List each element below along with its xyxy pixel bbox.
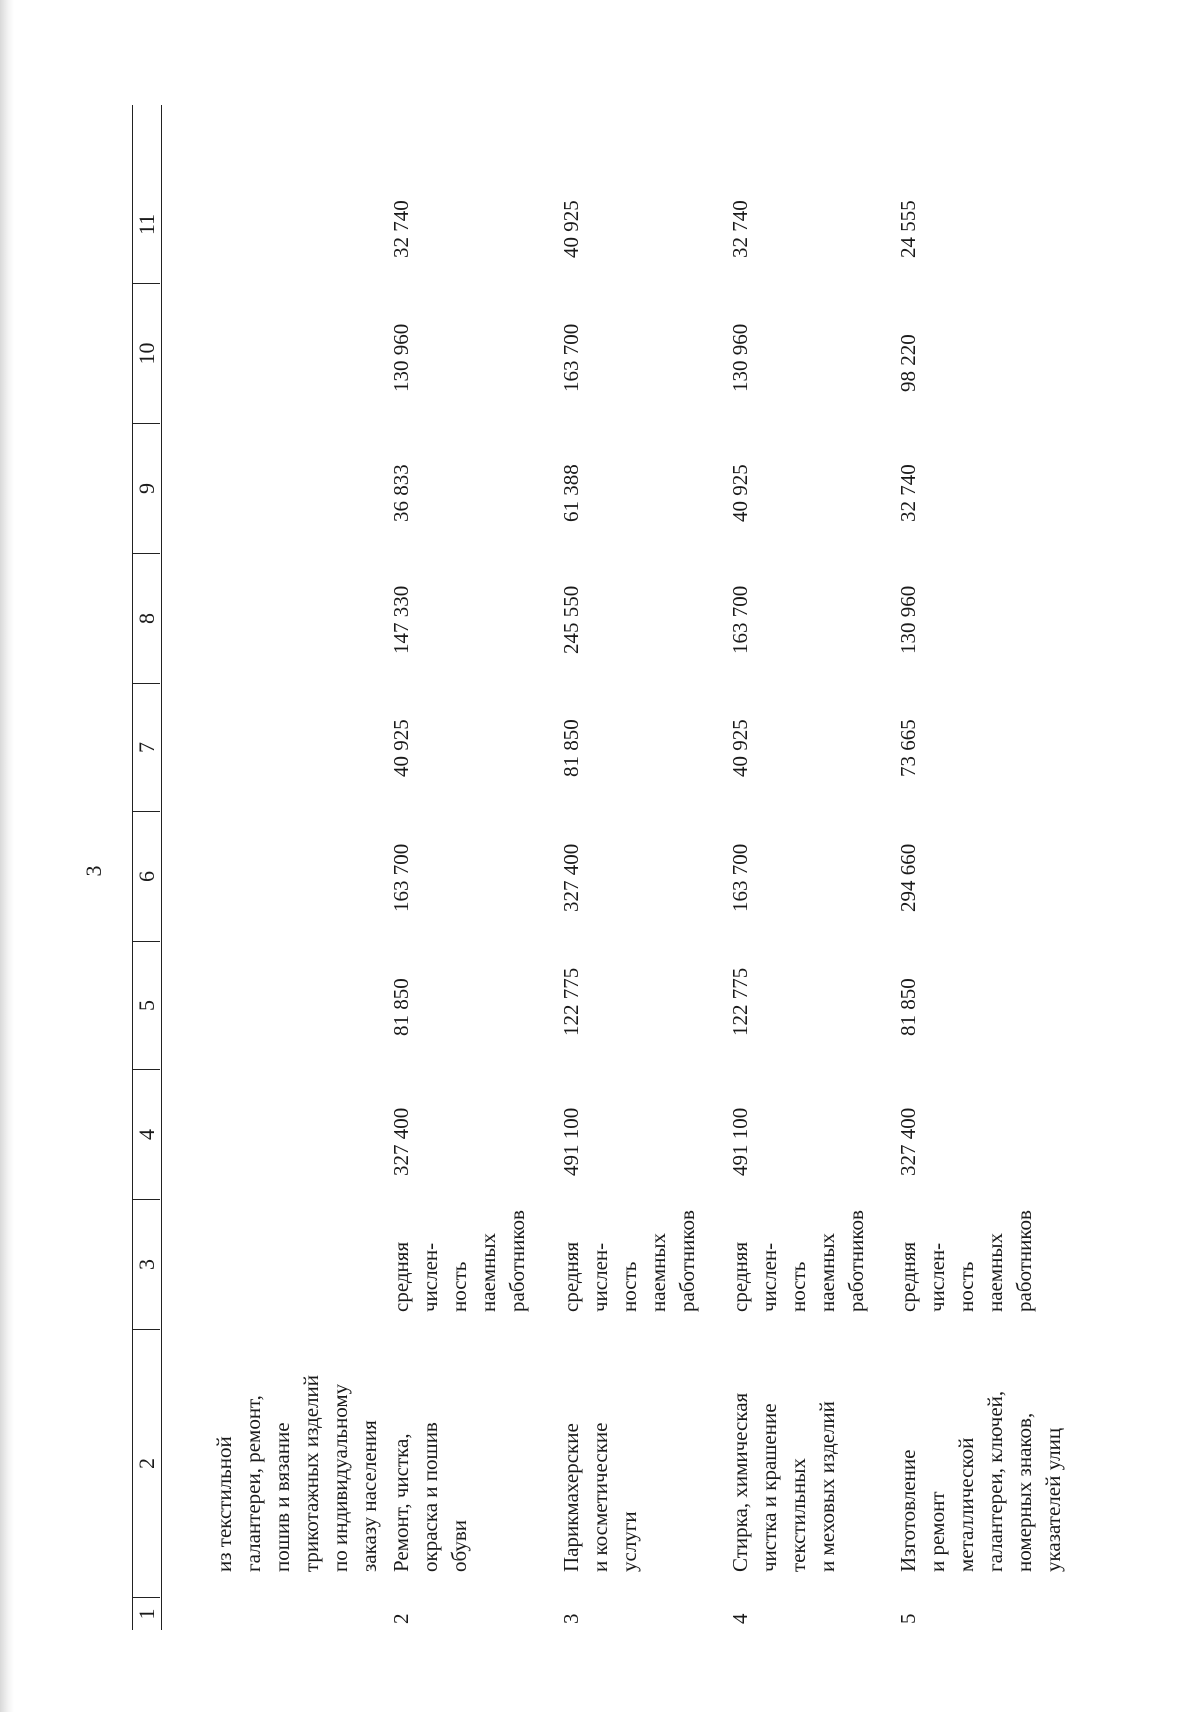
value-col-7: 73 665 xyxy=(896,719,920,777)
value-col-5: 122 775 xyxy=(559,967,583,1036)
value-col-9: 36 833 xyxy=(389,464,413,522)
indicator: средняя числен- ность наемных работников xyxy=(896,1210,1036,1312)
row-number: 4 xyxy=(728,1613,752,1624)
value-col-5: 81 850 xyxy=(896,978,920,1036)
value-col-10: 98 220 xyxy=(896,334,920,392)
indicator: средняя числен- ность наемных работников xyxy=(728,1210,868,1312)
value-col-4: 327 400 xyxy=(389,1107,413,1176)
scan-edge xyxy=(0,0,14,1712)
table-header xyxy=(132,105,162,1630)
value-col-5: 122 775 xyxy=(728,967,752,1036)
value-col-4: 327 400 xyxy=(896,1107,920,1176)
value-col-6: 327 400 xyxy=(559,843,583,912)
value-col-8: 130 960 xyxy=(896,585,920,654)
value-col-11: 40 925 xyxy=(559,200,583,258)
value-col-5: 81 850 xyxy=(389,978,413,1036)
header-col-8: 8 xyxy=(133,554,160,684)
value-col-9: 61 388 xyxy=(559,464,583,522)
value-col-9: 40 925 xyxy=(728,464,752,522)
value-col-10: 163 700 xyxy=(559,323,583,392)
header-col-9: 9 xyxy=(133,424,160,554)
row-number: 3 xyxy=(559,1613,583,1624)
value-col-9: 32 740 xyxy=(896,464,920,522)
value-col-6: 163 700 xyxy=(728,843,752,912)
header-col-5: 5 xyxy=(133,942,160,1070)
value-col-8: 163 700 xyxy=(728,585,752,654)
value-col-8: 147 330 xyxy=(389,585,413,654)
row-number: 2 xyxy=(389,1613,413,1624)
value-col-11: 32 740 xyxy=(728,200,752,258)
row-number: 5 xyxy=(896,1613,920,1624)
rotated-table xyxy=(132,105,1172,1630)
activity-name: Парикмахерские и косметические услуги xyxy=(559,1422,641,1572)
value-col-7: 40 925 xyxy=(389,719,413,777)
value-col-6: 163 700 xyxy=(389,843,413,912)
header-col-2: 2 xyxy=(133,1330,160,1598)
value-col-10: 130 960 xyxy=(728,323,752,392)
value-col-6: 294 660 xyxy=(896,843,920,912)
activity-name: Ремонт, чистка, окраска и пошив обуви xyxy=(389,1422,471,1572)
activity-name: Стирка, химическая чистка и крашение текстильных и меховых изделий xyxy=(728,1392,839,1572)
continuation-text: из текстильной галантереи, ремонт, пошив и вязание трикотажных изделий по индивидуальному заказу населения xyxy=(212,1374,381,1572)
value-col-4: 491 100 xyxy=(728,1107,752,1176)
page-number: 3 xyxy=(81,865,106,877)
value-col-4: 491 100 xyxy=(559,1107,583,1176)
value-col-10: 130 960 xyxy=(389,323,413,392)
header-col-3: 3 xyxy=(133,1200,160,1330)
activity-name: Изготовление и ремонт металлической галантереи, ключей, номерных знаков, указателей улиц xyxy=(896,1390,1065,1572)
header-col-4: 4 xyxy=(133,1070,160,1200)
value-col-8: 245 550 xyxy=(559,585,583,654)
indicator: средняя числен- ность наемных работников xyxy=(559,1210,699,1312)
value-col-11: 24 555 xyxy=(896,200,920,258)
value-col-11: 32 740 xyxy=(389,200,413,258)
header-col-1: 1 xyxy=(134,1608,159,1620)
value-col-7: 40 925 xyxy=(728,719,752,777)
header-col-10: 10 xyxy=(133,284,160,424)
value-col-7: 81 850 xyxy=(559,719,583,777)
header-col-6: 6 xyxy=(133,812,160,942)
header-col-11: 11 xyxy=(133,105,160,284)
header-col-7: 7 xyxy=(133,684,160,812)
indicator: средняя числен- ность наемных работников xyxy=(389,1210,529,1312)
